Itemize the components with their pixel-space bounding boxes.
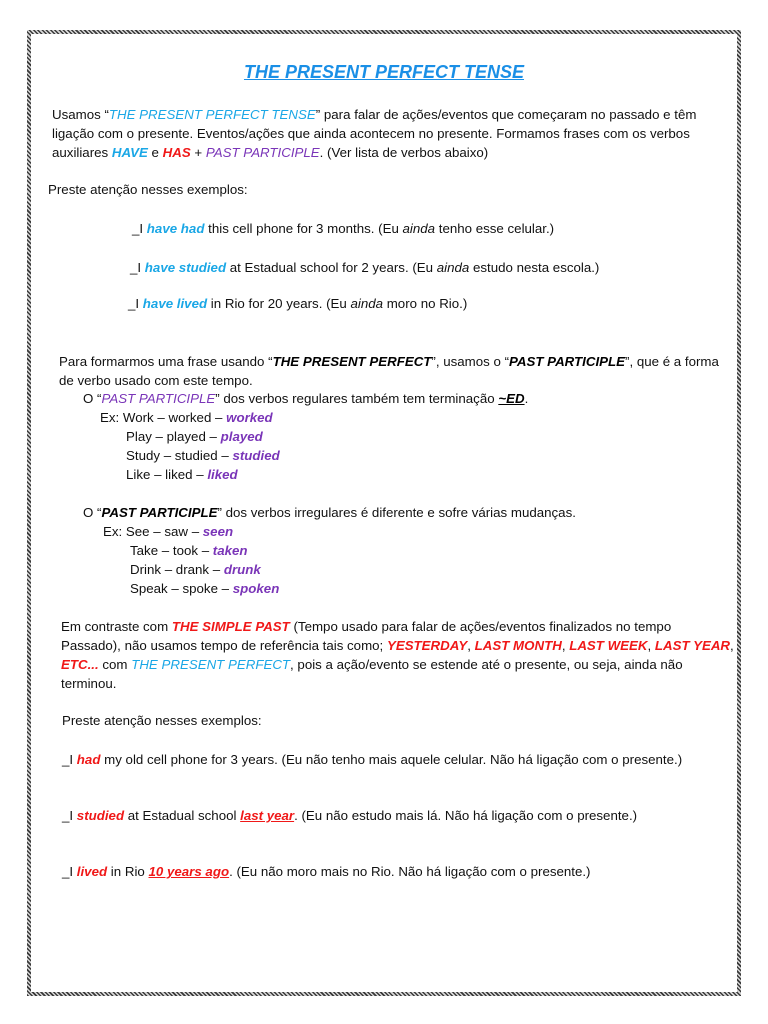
example-simple-past-1: _I had my old cell phone for 3 years. (Eu não tenho mais aquele celular. Não há ligação com o presente.) bbox=[62, 752, 683, 767]
example-present-perfect-1: _I have had this cell phone for 3 months. (Eu ainda tenho esse celular.) bbox=[132, 221, 555, 236]
intro-paragraph bbox=[52, 105, 696, 162]
intro-line-3: auxiliares HAVE e HAS + PAST PARTICIPLE. (Ver lista de verbos abaixo) bbox=[52, 145, 489, 160]
regular-verb-list bbox=[100, 408, 280, 484]
example-present-perfect-2: _I have studied at Estadual school for 2 years. (Eu ainda estudo nesta escola.) bbox=[130, 260, 600, 275]
list-item: Like – liked – liked bbox=[126, 467, 238, 482]
term-has: HAS bbox=[162, 145, 191, 160]
intro-line-1: Usamos “THE PRESENT PERFECT TENSE” para falar de ações/eventos que começaram no passado e têm bbox=[52, 107, 697, 122]
term-past-participle: PAST PARTICIPLE bbox=[205, 145, 320, 160]
list-item: Speak – spoke – spoken bbox=[130, 581, 280, 596]
list-item: Ex: See – saw – seen bbox=[103, 524, 234, 539]
list-item: Take – took – taken bbox=[130, 543, 248, 558]
example-simple-past-2: _I studied at Estadual school last year. (Eu não estudo mais lá. Não há ligação com o presente.) bbox=[62, 808, 638, 823]
ed-suffix: ~ED bbox=[498, 391, 525, 406]
list-item: Study – studied – studied bbox=[126, 448, 280, 463]
list-item: Play – played – played bbox=[126, 429, 263, 444]
list-item: Ex: Work – worked – worked bbox=[100, 410, 273, 425]
page-title: THE PRESENT PERFECT TENSE bbox=[243, 62, 525, 82]
example-present-perfect-3: _I have lived in Rio for 20 years. (Eu ainda moro no Rio.) bbox=[128, 296, 468, 311]
attention-heading-2: Preste atenção nesses exemplos: bbox=[62, 713, 262, 728]
irregular-verb-list bbox=[103, 522, 279, 598]
attention-heading-1: Preste atenção nesses exemplos: bbox=[48, 182, 248, 197]
list-item: Drink – drank – drunk bbox=[130, 562, 261, 577]
irregular-verbs-intro: O “PAST PARTICIPLE” dos verbos irregulares é diferente e sofre várias mudanças. bbox=[83, 505, 576, 520]
past-participle-paragraph: Para formarmos uma frase usando “THE PRESENT PERFECT”, usamos o “PAST PARTICIPLE”, que é a forma de verbo usado com este tempo. bbox=[59, 354, 719, 388]
regular-verbs-intro: O “PAST PARTICIPLE” dos verbos regulares também tem terminação ~ED. bbox=[83, 391, 529, 406]
intro-line-2: ligação com o presente. Eventos/ações que ainda acontecem no presente. Formamos frases com os verbos bbox=[52, 126, 690, 141]
term-simple-past: THE SIMPLE PAST bbox=[171, 619, 290, 634]
term-present-perfect: THE PRESENT PERFECT TENSE bbox=[108, 107, 316, 122]
example-simple-past-3: _I lived in Rio 10 years ago. (Eu não moro mais no Rio. Não há ligação com o presente.) bbox=[62, 864, 591, 879]
simple-past-contrast-paragraph: Em contraste com THE SIMPLE PAST (Tempo usado para falar de ações/eventos finalizados no tempo Passado), não usamos tempo de referência tais como; YESTERDAY, LAST MONTH, LAST WEEK, LAST YEAR, ETC... com THE PRESENT PERFECT, pois a ação/evento se estende até o presente, ou seja, ainda não terminou. bbox=[61, 619, 734, 691]
term-have: HAVE bbox=[111, 145, 148, 160]
